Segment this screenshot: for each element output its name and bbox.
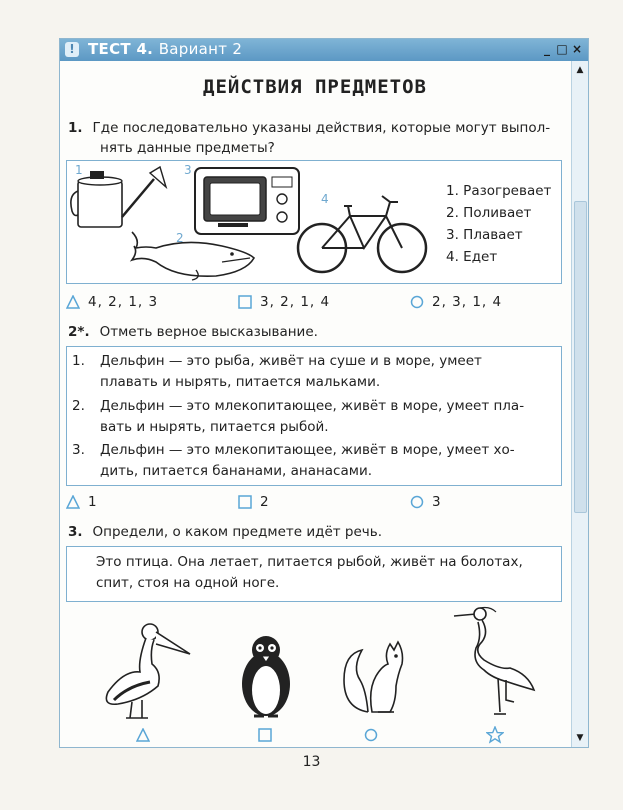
question-1-text-line2: нять данные предметы? (100, 140, 275, 156)
statement-line: Дельфин — это млекопитающее, живёт в море, умеет пла- (100, 398, 525, 414)
actions-list (446, 180, 551, 268)
page-number: 13 (302, 754, 321, 770)
statement-line: плавать и нырять, питается мальками. (100, 374, 381, 390)
scroll-thumb[interactable] (574, 201, 587, 513)
q2-option-text: 1 (88, 494, 98, 510)
q2-option-text: 3 (432, 494, 442, 510)
description-line: Это птица. Она летает, питается рыбой, живёт на болотах, (96, 554, 523, 570)
question-3-description (96, 552, 548, 594)
q2-option-circle[interactable] (410, 494, 442, 510)
vertical-scrollbar[interactable] (571, 61, 588, 747)
statement-line: вать и нырять, питается рыбой. (100, 419, 329, 435)
question-3 (68, 522, 382, 542)
picture-number-3: 3 (184, 163, 192, 177)
picture-number-4: 4 (321, 192, 329, 206)
statement-2 (72, 396, 542, 440)
q1-option-square[interactable] (238, 294, 330, 310)
question-1-number: 1. (68, 120, 83, 136)
picture-number-1: 1 (75, 163, 83, 177)
question-2-number: 2*. (68, 324, 90, 340)
title-main: ТЕСТ 4. (88, 40, 154, 58)
minimize-icon[interactable]: _ (544, 42, 550, 56)
question-1-text-line1: Где последовательно указаны действия, которые могут выпол- (92, 120, 551, 136)
bicycle-icon (294, 188, 434, 278)
close-icon[interactable]: × (571, 42, 583, 56)
maximize-icon[interactable]: □ (556, 42, 568, 56)
statement-1 (72, 351, 542, 395)
action-item: 3. Плавает (446, 227, 523, 243)
window-controls (540, 42, 584, 57)
circle-icon[interactable] (410, 495, 424, 509)
question-3-number: 3. (68, 524, 83, 540)
triangle-icon[interactable] (66, 495, 80, 509)
question-3-text: Определи, о каком предмете идёт речь. (92, 524, 383, 540)
action-item: 4. Едет (446, 249, 498, 265)
question-1 (68, 118, 568, 158)
q1-option-circle[interactable] (410, 294, 502, 310)
star-icon[interactable] (486, 726, 504, 744)
picture-number-2: 2 (176, 231, 184, 245)
square-icon[interactable] (238, 295, 252, 309)
scroll-up-arrow-icon[interactable]: ▲ (576, 65, 584, 75)
q1-option-text: 3, 2, 1, 4 (260, 294, 331, 310)
q1-option-text: 2, 3, 1, 4 (432, 294, 503, 310)
penguin-icon (236, 632, 296, 722)
square-icon[interactable] (258, 728, 272, 742)
statement-number: 3. (72, 442, 85, 458)
statement-text (100, 396, 540, 438)
microwave-icon (192, 165, 304, 239)
q2-option-triangle[interactable] (66, 494, 98, 510)
triangle-icon[interactable] (66, 295, 80, 309)
title-variant: Вариант 2 (158, 40, 243, 58)
statement-text (100, 440, 540, 482)
q1-option-triangle[interactable] (66, 294, 158, 310)
statement-line: дить, питается бананами, ананасами. (100, 463, 373, 479)
description-line: спит, стоя на одной ноге. (96, 575, 280, 591)
heron-icon (450, 604, 540, 724)
circle-icon[interactable] (364, 728, 378, 742)
q2-option-text: 2 (260, 494, 270, 510)
action-item: 1. Разогревает (446, 183, 552, 199)
statement-number: 2. (72, 398, 85, 414)
statement-line: Дельфин — это млекопитающее, живёт в море, умеет хо- (100, 442, 515, 458)
circle-icon[interactable] (410, 295, 424, 309)
q1-option-text: 4, 2, 1, 3 (88, 294, 159, 310)
square-icon[interactable] (238, 495, 252, 509)
statement-line: Дельфин — это рыба, живёт на суше и в море, умеет (100, 353, 482, 369)
question-2 (68, 322, 318, 342)
window-titlebar (60, 39, 588, 61)
page-heading: ДЕЙСТВИЯ ПРЕДМЕТОВ (203, 76, 427, 98)
q2-option-square[interactable] (238, 494, 270, 510)
triangle-icon[interactable] (136, 728, 150, 742)
pelican-icon (94, 620, 194, 724)
scroll-down-arrow-icon[interactable]: ▼ (576, 733, 584, 743)
statement-3 (72, 440, 542, 484)
question-2-text: Отметь верное высказывание. (99, 324, 318, 340)
squirrel-icon (338, 630, 410, 720)
action-item: 2. Поливает (446, 205, 532, 221)
window-title (88, 40, 242, 58)
statement-number: 1. (72, 353, 85, 369)
statement-text (100, 351, 540, 393)
app-icon: ! (65, 42, 79, 57)
